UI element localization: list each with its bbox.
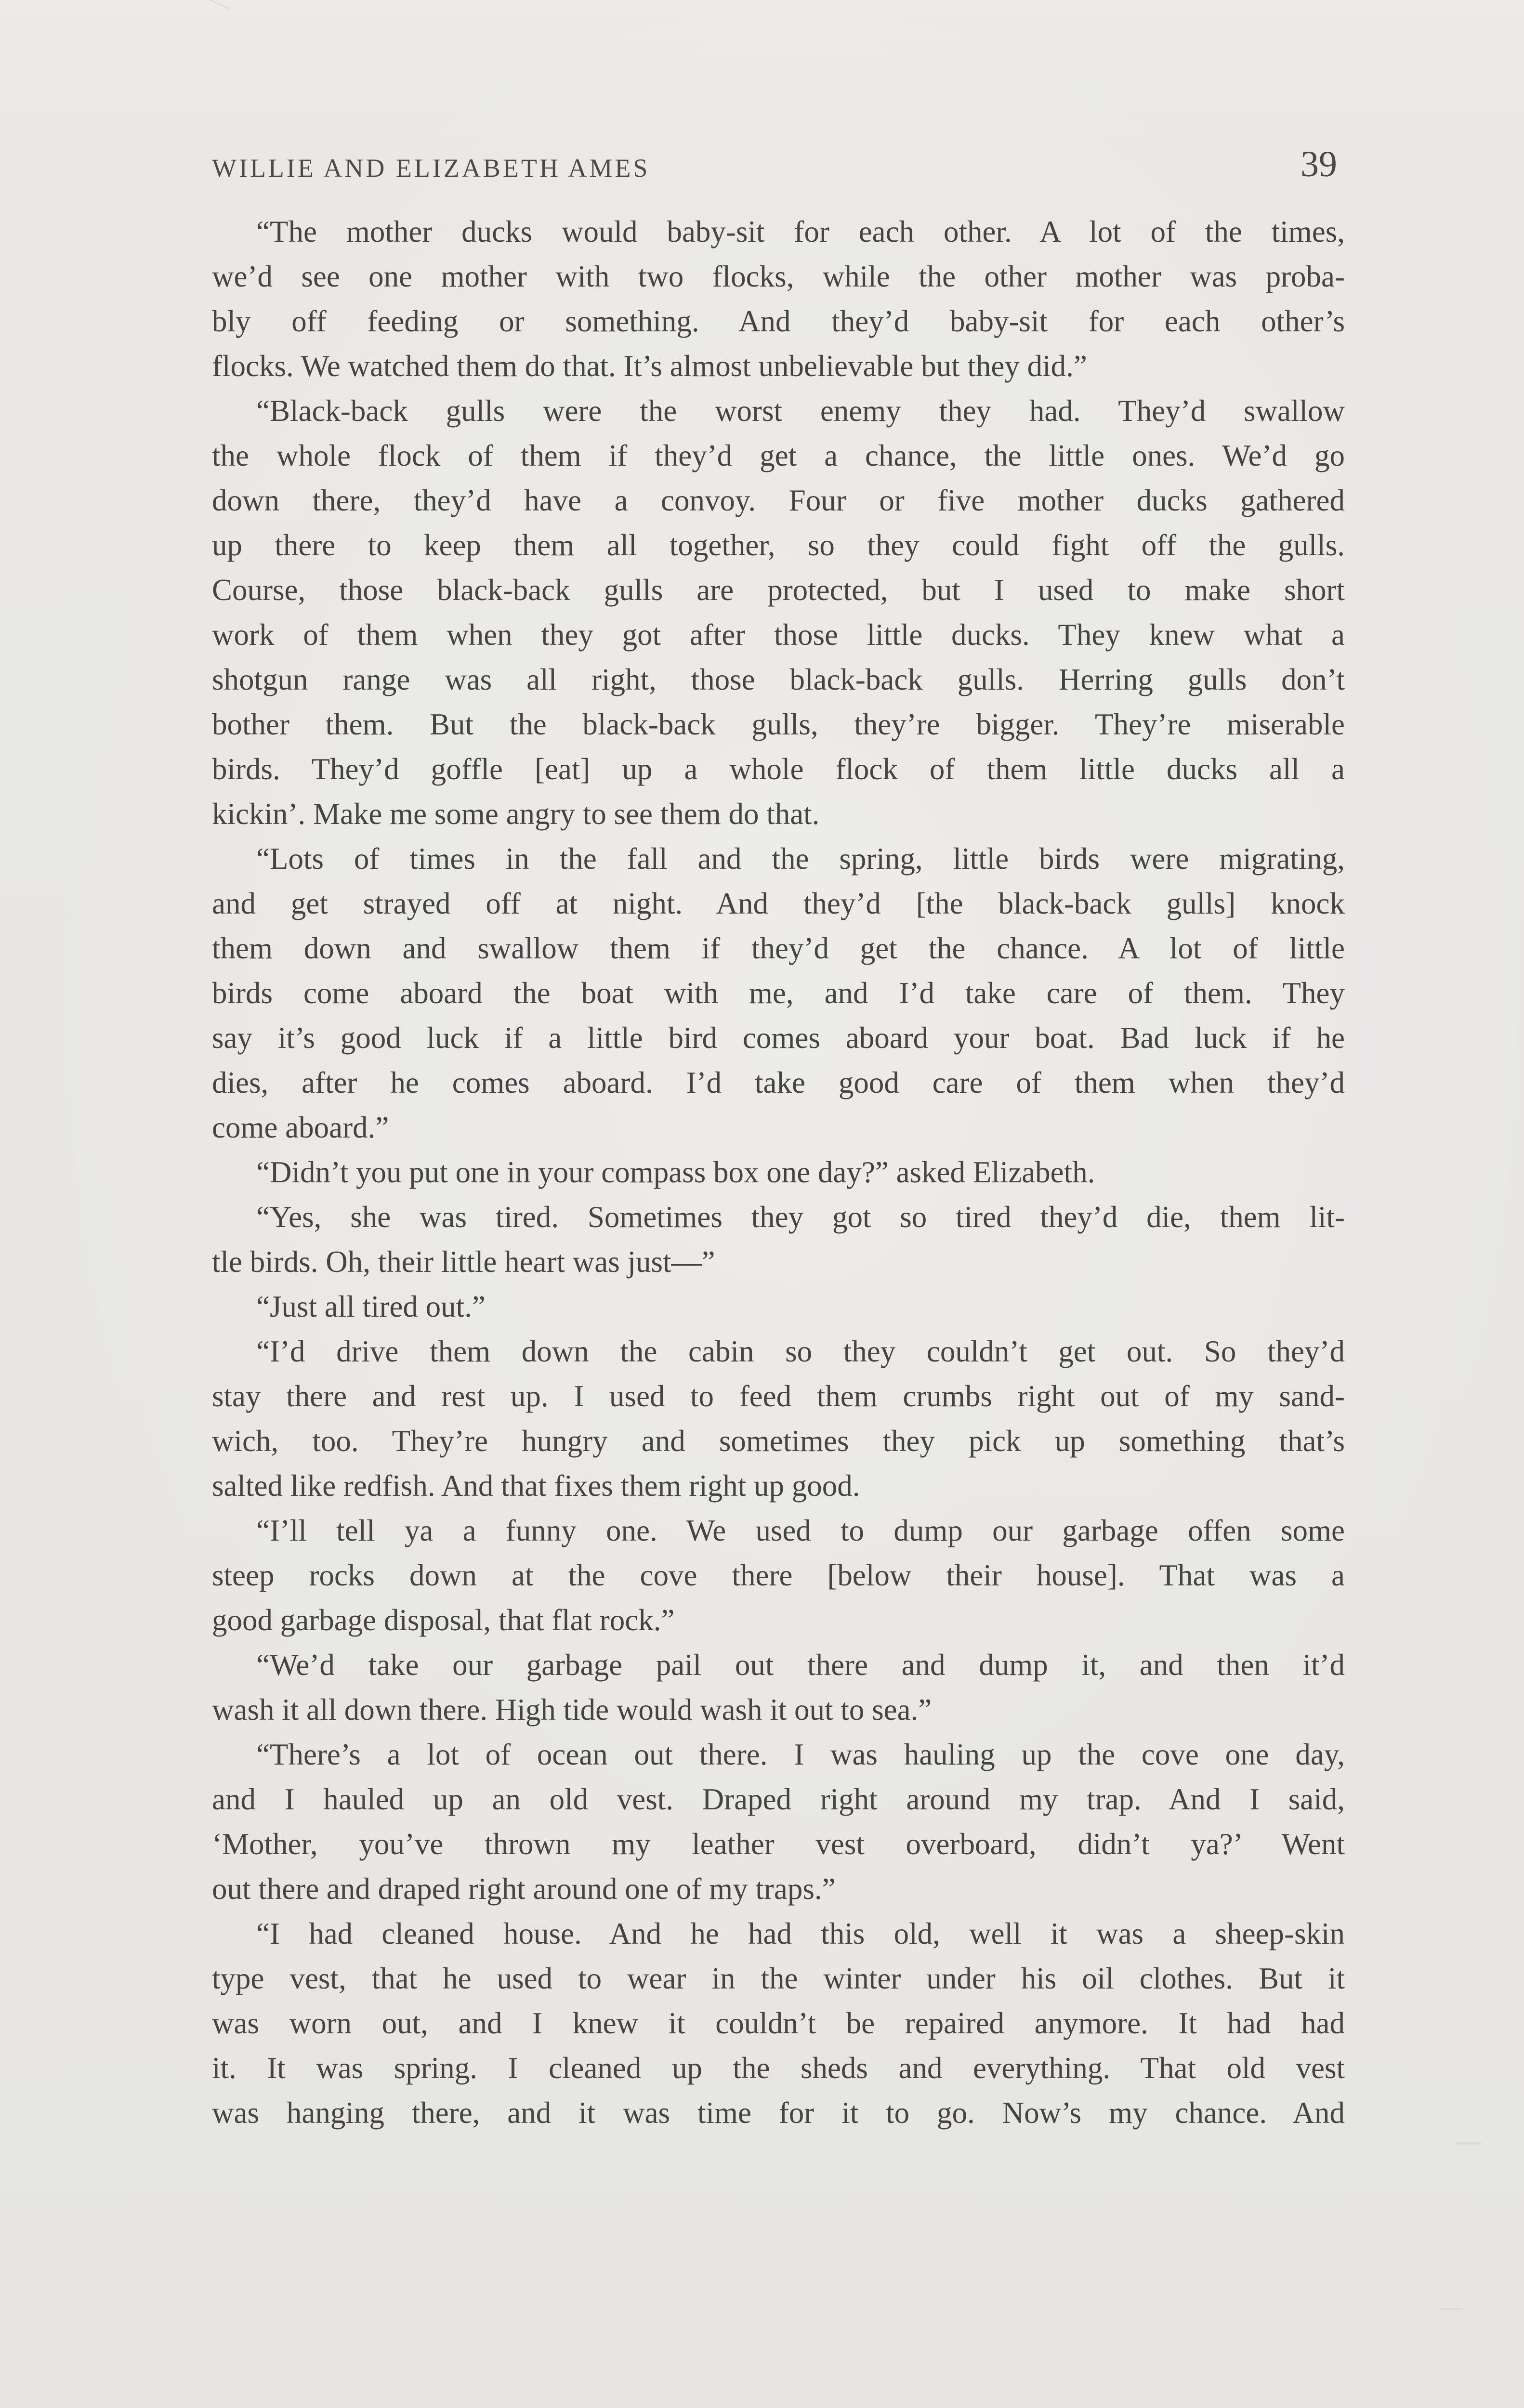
- text-line: and I hauled up an old vest. Draped right around my trap. And I said,: [212, 1782, 1345, 1816]
- text-line: the whole flock of them if they’d get a chance, the little ones. We’d go: [212, 439, 1345, 472]
- running-header: [212, 144, 1345, 187]
- text-line: salted like redfish. And that fixes them right up good.: [212, 1469, 860, 1503]
- text-line: “There’s a lot of ocean out there. I was hauling up the cove one day,: [256, 1738, 1345, 1771]
- text-line: bly off feeding or something. And they’d baby-sit for each other’s: [212, 304, 1345, 338]
- text-line: bother them. But the black-back gulls, they’re bigger. They’re miserable: [212, 707, 1345, 741]
- text-line: “The mother ducks would baby-sit for each other. A lot of the times,: [256, 215, 1345, 249]
- scan-artifact: [1456, 2142, 1482, 2145]
- text-line: shotgun range was all right, those black-back gulls. Herring gulls don’t: [212, 663, 1345, 696]
- text-line: “Lots of times in the fall and the spring, little birds were migrating,: [256, 842, 1345, 876]
- text-line: tle birds. Oh, their little heart was just—”: [212, 1245, 715, 1279]
- text-line: say it’s good luck if a little bird comes aboard your boat. Bad luck if he: [212, 1021, 1345, 1055]
- paragraph: [212, 1150, 1345, 1195]
- text-line: dies, after he comes aboard. I’d take good care of them when they’d: [212, 1066, 1345, 1099]
- paragraph: [212, 1195, 1345, 1284]
- text-line: Course, those black-back gulls are protected, but I used to make short: [212, 573, 1345, 607]
- text-line: birds. They’d goffle [eat] up a whole flock of them little ducks all a: [212, 752, 1345, 786]
- text-line: and get strayed off at night. And they’d [the black-back gulls] knock: [212, 887, 1345, 920]
- text-line: type vest, that he used to wear in the winter under his oil clothes. But it: [212, 1962, 1345, 1995]
- text-line: was worn out, and I knew it couldn’t be repaired anymore. It had had: [212, 2006, 1345, 2040]
- paragraph: [212, 1284, 1345, 1329]
- text-line: “I’ll tell ya a funny one. We used to dump our garbage offen some: [256, 1514, 1345, 1547]
- paragraph: [212, 209, 1345, 389]
- text-line: down there, they’d have a convoy. Four or five mother ducks gathered: [212, 484, 1345, 517]
- text-line: birds come aboard the boat with me, and I’d take care of them. They: [212, 976, 1345, 1010]
- text-line: them down and swallow them if they’d get the chance. A lot of little: [212, 931, 1345, 965]
- text-line: was hanging there, and it was time for it to go. Now’s my chance. And: [212, 2096, 1345, 2130]
- text-line: “I had cleaned house. And he had this old, well it was a sheep-skin: [256, 1917, 1345, 1950]
- text-line: good garbage disposal, that flat rock.”: [212, 1603, 675, 1637]
- text-line: wich, too. They’re hungry and sometimes they pick up something that’s: [212, 1424, 1345, 1458]
- text-line: flocks. We watched them do that. It’s almost unbelievable but they did.”: [212, 349, 1087, 383]
- text-line: up there to keep them all together, so they could fight off the gulls.: [212, 528, 1345, 562]
- paragraph: [212, 1643, 1345, 1732]
- text-line: come aboard.”: [212, 1111, 389, 1144]
- paragraph: [212, 837, 1345, 1150]
- paragraph: [212, 1911, 1345, 2135]
- text-line: “Didn’t you put one in your compass box one day?” asked Elizabeth.: [256, 1155, 1095, 1189]
- paragraph: [212, 389, 1345, 837]
- text-line: we’d see one mother with two flocks, while the other mother was proba-: [212, 260, 1345, 293]
- scan-artifact: [198, 0, 230, 10]
- text-line: work of them when they got after those little ducks. They knew what a: [212, 618, 1345, 652]
- text-line: “Just all tired out.”: [256, 1290, 486, 1323]
- text-line: “Black-back gulls were the worst enemy they had. They’d swallow: [256, 394, 1345, 428]
- text-line: wash it all down there. High tide would wash it out to sea.”: [212, 1693, 932, 1727]
- running-title: WILLIE AND ELIZABETH AMES: [212, 154, 650, 183]
- scan-artifact: [1440, 2308, 1461, 2310]
- text-line: it. It was spring. I cleaned up the sheds and everything. That old vest: [212, 2051, 1345, 2085]
- text-line: kickin’. Make me some angry to see them do that.: [212, 797, 820, 831]
- text-line: out there and draped right around one of my traps.”: [212, 1872, 836, 1906]
- text-line: “We’d take our garbage pail out there and dump it, and then it’d: [256, 1648, 1345, 1682]
- paragraph: [212, 1329, 1345, 1508]
- text-line: steep rocks down at the cove there [below their house]. That was a: [212, 1558, 1345, 1592]
- paragraph: [212, 1508, 1345, 1643]
- text-line: ‘Mother, you’ve thrown my leather vest overboard, didn’t ya?’ Went: [212, 1827, 1345, 1861]
- paragraph: [212, 1732, 1345, 1911]
- text-line: stay there and rest up. I used to feed them crumbs right out of my sand-: [212, 1379, 1345, 1413]
- page-number: 39: [1301, 144, 1337, 184]
- text-line: “I’d drive them down the cabin so they couldn’t get out. So they’d: [256, 1335, 1345, 1368]
- text-line: “Yes, she was tired. Sometimes they got so tired they’d die, them lit-: [256, 1200, 1345, 1234]
- text-block: [212, 209, 1345, 2135]
